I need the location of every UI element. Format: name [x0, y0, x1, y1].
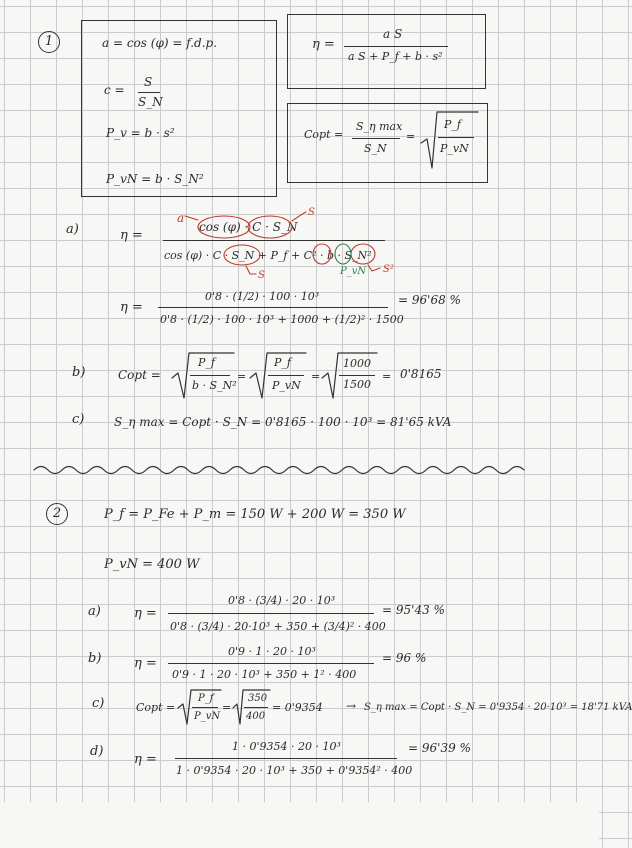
annotation-s-bottom: S — [258, 270, 265, 281]
part-2c-arrow: → — [346, 699, 357, 713]
part-2d-label: d) — [90, 744, 104, 759]
part-2b-label: b) — [88, 651, 102, 666]
efficiency-num: a S — [383, 27, 403, 41]
copt-equals: = — [406, 130, 416, 143]
part-1b-eq2: = — [311, 370, 321, 383]
annotation-s-top: S — [308, 207, 315, 218]
problem-1-number: 1 — [38, 31, 60, 53]
part-2c-result: = 0'9354 — [272, 701, 323, 714]
part-2c-lhs: Copt = — [136, 701, 176, 714]
part-2b-num: 0'9 · 1 · 20 · 10³ — [228, 645, 316, 658]
part-2c-root2-den: 400 — [246, 711, 266, 722]
part-2c-root2-num: 350 — [248, 693, 268, 704]
part-2d-result: = 96'39 % — [408, 741, 471, 755]
part-1b-root3-num: 1000 — [343, 357, 371, 370]
part-1b-root3-den: 1500 — [343, 378, 371, 391]
pv-definition: P_v = b · s² — [106, 126, 175, 140]
part-1a-num: cos (φ) · C · S_N — [199, 220, 298, 234]
part-1a-den: cos (φ) · C · S_N + P_f + C² · b · S_N² — [164, 249, 372, 262]
part-1b-root1-den: b · S_N² — [192, 379, 237, 392]
power-factor-definition: a = cos (φ) = f.d.p. — [102, 36, 218, 50]
part-1b-eq1: = — [237, 370, 247, 383]
part-1a-num2: 0'8 · (1/2) · 100 · 10³ — [205, 290, 320, 303]
annotation-s2: S² — [383, 264, 394, 275]
annotation-pvn: P_vN — [340, 266, 367, 277]
part-1b-label: b) — [72, 365, 86, 380]
part-2a-den: 0'8 · (3/4) · 20·10³ + 350 + (3/4)² · 400 — [170, 620, 386, 633]
annotation-a: a — [177, 211, 185, 225]
efficiency-lhs: η = — [312, 37, 335, 52]
part-1c-label: c) — [72, 412, 85, 427]
part-1b-root2-den: P_vN — [272, 379, 301, 392]
part-1b-result: 0'8165 — [400, 367, 442, 381]
part-1a-den2: 0'8 · (1/2) · 100 · 10³ + 1000 + (1/2)² · 1500 — [160, 313, 404, 326]
part-2d-den: 1 · 0'9354 · 20 · 10³ + 350 + 0'9354² · 400 — [176, 764, 413, 777]
problem-2-number: 2 — [46, 503, 68, 525]
copt-lhs: Copt = — [304, 128, 344, 141]
part-1b-root2-num: P_f — [274, 356, 291, 369]
part-2a-lhs: η = — [134, 606, 157, 621]
c-definition-den: S_N — [138, 95, 163, 109]
part-2b-den: 0'9 · 1 · 20 · 10³ + 350 + 1² · 400 — [172, 668, 357, 681]
copt-root-den: P_vN — [440, 142, 469, 155]
part-1b-eq3: = — [382, 370, 392, 383]
part-1b-lhs: Copt = — [118, 368, 161, 382]
problem-2-pf: P_f = P_Fe + P_m = 150 W + 200 W = 350 W — [104, 507, 406, 522]
part-2d-num: 1 · 0'9354 · 20 · 10³ — [232, 740, 341, 753]
c-definition-num: S — [144, 75, 153, 89]
part-1a-result: = 96'68 % — [398, 293, 461, 307]
part-2b-lhs: η = — [134, 656, 157, 671]
part-2c-root1-num: P_f — [198, 693, 214, 704]
part-1a-label: a) — [66, 222, 79, 237]
part-1c-text: S_η max = Copt · S_N = 0'8165 · 100 · 10³ = 81'65 kVA — [114, 415, 452, 429]
copt-num: S_η max — [356, 120, 403, 133]
part-2c-tail: S_η max = Copt · S_N = 0'9354 · 20·10³ = 18'71 kVA — [364, 702, 632, 713]
c-definition-lhs: c = — [104, 83, 125, 97]
part-2c-eq1: = — [222, 701, 232, 714]
part-2c-root1-den: P_vN — [194, 711, 221, 722]
problem-2-pvn: P_vN = 400 W — [104, 557, 200, 572]
pvn-definition: P_vN = b · S_N² — [106, 172, 204, 186]
part-2a-result: = 95'43 % — [382, 603, 445, 617]
part-2d-lhs: η = — [134, 752, 157, 767]
part-2b-result: = 96 % — [382, 651, 427, 665]
efficiency-den: a S + P_f + b · s² — [348, 50, 443, 63]
part-1a-lhs: η = — [120, 228, 143, 243]
part-2a-num: 0'8 · (3/4) · 20 · 10³ — [228, 594, 336, 607]
copt-den: S_N — [364, 142, 387, 155]
copt-root-num: P_f — [444, 118, 461, 131]
part-1b-root1-num: P_f — [198, 356, 215, 369]
part-2c-label: c) — [92, 696, 105, 711]
part-1a-eta2-lhs: η = — [120, 300, 143, 315]
part-2a-label: a) — [88, 604, 101, 619]
